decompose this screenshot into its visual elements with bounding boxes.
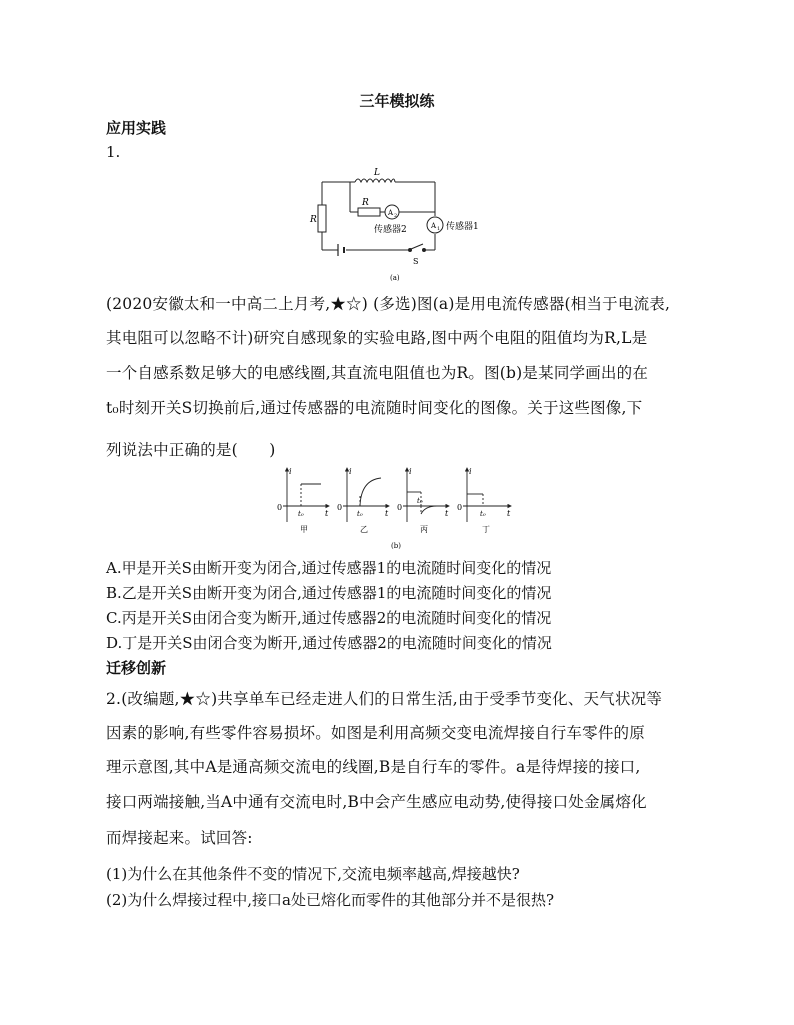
q1-stem-line-5: 列说法中正确的是( ) — [106, 441, 276, 459]
figure-b-caption: (b) — [391, 542, 401, 550]
q2-stem-line-4: 接口两端接触,当A中通有交流电时,B中会产生感应电动势,使得接口处金属熔化 — [106, 793, 647, 811]
question-number-1: 1. — [106, 143, 121, 161]
graphs-figure-b — [265, 462, 530, 554]
resistor-label-top: R — [362, 198, 369, 208]
graph-2-axis-t: t — [385, 509, 389, 518]
q2-stem-line-1: 2.(改编题,★☆)共享单车已经走进人们的日常生活,由于受季节变化、天气状况等 — [106, 690, 663, 708]
q1-stem-line-4: t₀时刻开关S切换前后,通过传感器的电流随时间变化的图像。关于这些图像,下 — [106, 399, 643, 417]
graph-3-axis-i: i — [409, 467, 412, 476]
graph-3-origin: 0 — [397, 503, 403, 512]
option-d: D.丁是开关S由闭合变为断开,通过传感器2的电流随时间变化的情况 — [106, 634, 552, 652]
q2-subquestion-2: (2)为什么焊接过程中,接口a处已熔化而零件的其他部分并不是很热? — [106, 891, 555, 909]
option-a: A.甲是开关S由断开变为闭合,通过传感器1的电流随时间变化的情况 — [106, 559, 552, 577]
q2-stem-line-3: 理示意图,其中A是通高频交流电的线圈,B是自行车的零件。a是待焊接的接口, — [106, 758, 641, 776]
ammeter-2-symbol: A — [388, 209, 394, 217]
switch-label: S — [413, 257, 419, 266]
circuit-diagram-a — [300, 160, 490, 285]
q1-stem-line-3: 一个自感系数足够大的电感线圈,其直流电阻值也为R。图(b)是某同学画出的在 — [106, 364, 649, 382]
graph-2-origin: 0 — [337, 503, 343, 512]
q1-stem-line-2: 其电阻可以忽略不计)研究自感现象的实验电路,图中两个电阻的阻值均为R,L是 — [106, 329, 648, 347]
graph-2-axis-i: i — [349, 467, 352, 476]
graph-3-axis-t: t — [445, 509, 449, 518]
inductor-label: L — [374, 168, 380, 178]
sensor-2-label: 传感器2 — [374, 225, 407, 235]
graph-1-axis-t: t — [325, 509, 329, 518]
graph-label-bing: 丙 — [420, 525, 428, 534]
section-heading-practice: 应用实践 — [106, 119, 167, 137]
graph-4-axis-t: t — [507, 509, 511, 518]
sensor-1-label: 传感器1 — [446, 222, 479, 232]
graph-2-t0: t₀ — [357, 510, 363, 518]
q2-stem-line-5: 而焊接起来。试回答: — [106, 829, 253, 847]
resistor-label-left: R — [310, 215, 317, 225]
figure-a-caption: (a) — [390, 274, 400, 282]
page-title: 三年模拟练 — [359, 92, 435, 110]
ammeter-1-symbol: A — [431, 222, 437, 230]
graph-1-t0: t₀ — [298, 510, 304, 518]
q1-stem-line-1: (2020安徽太和一中高二上月考,★☆) (多选)图(a)是用电流传感器(相当于电流表, — [106, 295, 671, 313]
graph-label-yi: 乙 — [360, 525, 368, 534]
graph-label-jia: 甲 — [300, 525, 308, 534]
graph-1-origin: 0 — [277, 503, 283, 512]
graph-4-axis-i: i — [469, 467, 472, 476]
graph-label-ding: 丁 — [482, 525, 490, 534]
ammeter-2-subscript: 2 — [394, 213, 398, 219]
q2-stem-line-2: 因素的影响,有些零件容易损坏。如图是利用高频交变电流焊接自行车零件的原 — [106, 724, 645, 742]
option-c: C.丙是开关S由闭合变为断开,通过传感器2的电流随时间变化的情况 — [106, 609, 552, 627]
graph-1-axis-i: i — [289, 467, 292, 476]
ammeter-1-subscript: 1 — [437, 226, 441, 232]
graph-4-origin: 0 — [457, 503, 463, 512]
section-heading-innovation: 迁移创新 — [106, 659, 167, 677]
option-b: B.乙是开关S由断开变为闭合,通过传感器1的电流随时间变化的情况 — [106, 584, 552, 602]
q2-subquestion-1: (1)为什么在其他条件不变的情况下,交流电频率越高,焊接越快? — [106, 865, 520, 883]
graph-3-t0: t₀ — [417, 497, 423, 505]
graph-4-t0: t₀ — [480, 510, 486, 518]
